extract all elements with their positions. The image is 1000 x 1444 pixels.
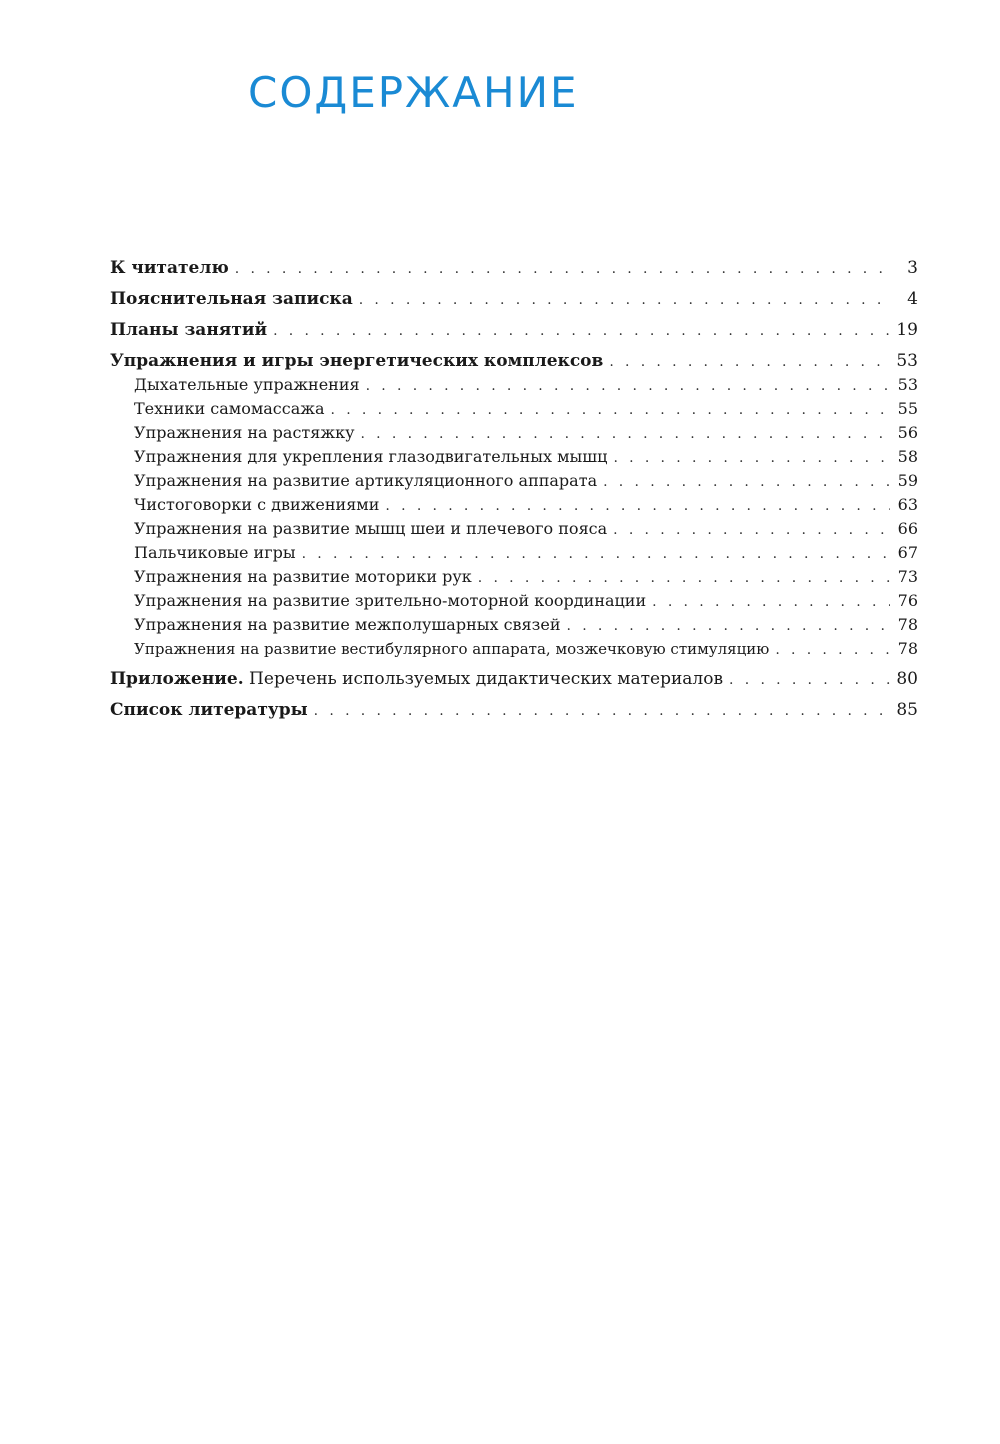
toc-page-number: 76 (890, 591, 918, 610)
toc-entry-label (110, 669, 729, 689)
toc-subentry[interactable] (110, 567, 918, 591)
appendix-description: Перечень используемых дидактических материалов (243, 669, 724, 689)
toc-page-number: 73 (890, 567, 918, 586)
toc-page-number: 55 (890, 399, 918, 418)
toc-entry-label: Упражнения на развитие мышц шеи и плечевого пояса (134, 519, 613, 538)
toc-entry-label: Упражнения и игры энергетических комплексов (110, 351, 609, 371)
toc-entry-label: Чистоговорки с движениями (134, 495, 385, 514)
toc-subentry[interactable] (110, 423, 918, 447)
toc-entry-label: Упражнения на развитие артикуляционного аппарата (134, 471, 603, 490)
toc-page-number: 78 (890, 639, 918, 658)
toc-page-number: 63 (890, 495, 918, 514)
toc-entry-label: Пояснительная записка (110, 289, 359, 309)
toc-entry[interactable] (110, 669, 918, 700)
page-title: СОДЕРЖАНИЕ (248, 68, 579, 117)
toc-page-number: 80 (890, 669, 918, 689)
table-of-contents (110, 258, 918, 731)
toc-subentry[interactable] (110, 591, 918, 615)
toc-entry[interactable] (110, 351, 918, 375)
toc-subentry[interactable] (110, 399, 918, 423)
toc-entry-label: Упражнения для укрепления глазодвигательных мышц (134, 447, 613, 466)
dot-leader (360, 426, 890, 442)
dot-leader (302, 546, 890, 562)
toc-page-number: 67 (890, 543, 918, 562)
dot-leader (613, 450, 890, 466)
toc-page-number: 58 (890, 447, 918, 466)
toc-subentry[interactable] (110, 495, 918, 519)
toc-entry[interactable] (110, 258, 918, 289)
dot-leader (366, 378, 890, 394)
toc-page-number: 59 (890, 471, 918, 490)
dot-leader (273, 323, 890, 339)
dot-leader (331, 402, 890, 418)
toc-entry-label: Дыхательные упражнения (134, 375, 366, 394)
toc-subentry[interactable] (110, 615, 918, 639)
dot-leader (775, 642, 890, 658)
toc-page-number: 19 (890, 320, 918, 340)
toc-entry-label: Список литературы (110, 700, 314, 720)
toc-subentry[interactable] (110, 471, 918, 495)
toc-entry-label: Планы занятий (110, 320, 273, 340)
dot-leader (603, 474, 890, 490)
toc-entry[interactable] (110, 289, 918, 320)
toc-entry-label: К читателю (110, 258, 235, 278)
toc-subentry[interactable] (110, 543, 918, 567)
dot-leader (609, 354, 890, 370)
toc-entry[interactable] (110, 320, 918, 351)
toc-page-number: 53 (890, 351, 918, 371)
toc-page-number: 56 (890, 423, 918, 442)
appendix-label: Приложение. (110, 669, 244, 689)
dot-leader (478, 570, 890, 586)
dot-leader (385, 498, 890, 514)
toc-entry-label: Упражнения на развитие моторики рук (134, 567, 478, 586)
dot-leader (729, 672, 890, 688)
toc-entry-label: Упражнения на развитие вестибулярного аппарата, мозжечковую стимуляцию (134, 640, 775, 658)
toc-page-number: 66 (890, 519, 918, 538)
toc-entry-label: Упражнения на развитие зрительно-моторной координации (134, 591, 652, 610)
toc-page-number: 53 (890, 375, 918, 394)
toc-page-number: 85 (890, 700, 918, 720)
toc-subentry[interactable] (110, 375, 918, 399)
dot-leader (235, 261, 890, 277)
toc-subentry[interactable] (110, 519, 918, 543)
toc-subentry[interactable] (110, 639, 918, 663)
toc-entry-label: Упражнения на развитие межполушарных связей (134, 615, 567, 634)
toc-entry-label: Техники самомассажа (134, 399, 331, 418)
toc-page-number: 78 (890, 615, 918, 634)
toc-page-number: 3 (890, 258, 918, 278)
toc-entry[interactable] (110, 700, 918, 731)
dot-leader (567, 618, 891, 634)
toc-subentry[interactable] (110, 447, 918, 471)
dot-leader (652, 594, 890, 610)
dot-leader (359, 292, 890, 308)
dot-leader (314, 703, 890, 719)
toc-entry-label: Пальчиковые игры (134, 543, 302, 562)
toc-page-number: 4 (890, 289, 918, 309)
dot-leader (613, 522, 890, 538)
toc-entry-label: Упражнения на растяжку (134, 423, 360, 442)
